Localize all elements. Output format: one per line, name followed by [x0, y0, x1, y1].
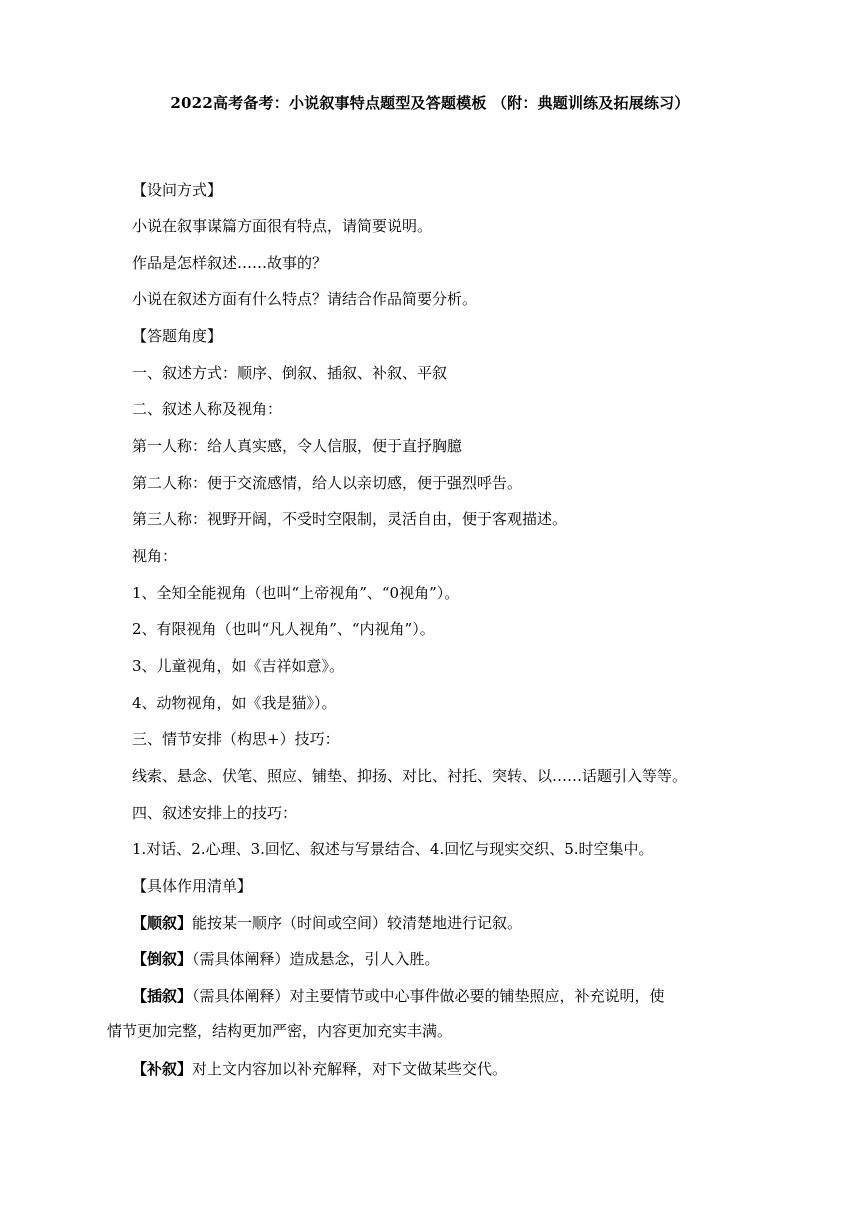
- heading-question-style: 【设问方式】: [132, 181, 223, 199]
- list-item: 2、有限视角（也叫“凡人视角”、“内视角”）。: [132, 620, 435, 638]
- effect-term: 【倒叙】: [132, 950, 193, 968]
- effect-item: [132, 986, 665, 1006]
- list-item: 3、儿童视角，如《吉祥如意》。: [132, 657, 345, 675]
- effect-item: [132, 1059, 507, 1079]
- list-item: 4、动物视角，如《我是猫》）。: [132, 694, 337, 712]
- paragraph: 线索、悬念、伏笔、照应、铺垫、抑扬、对比、衬托、突转、以……话题引入等等。: [132, 767, 688, 785]
- effect-desc: 能按某一顺序（时间或空间）较清楚地进行记叙。: [192, 914, 523, 932]
- paragraph: 第三人称：视野开阔，不受时空限制，灵活自由，便于客观描述。: [132, 510, 568, 528]
- effect-desc: 对上文内容加以补充解释，对下文做某些交代。: [192, 1060, 508, 1078]
- document-title: 2022高考备考：小说叙事特点题型及答题模板 （附：典题训练及拓展练习）: [170, 94, 690, 112]
- paragraph: 1.对话、2.心理、3.回忆、叙述与写景结合、4.回忆与现实交织、5.时空集中。: [132, 840, 654, 858]
- effect-item: [132, 913, 522, 933]
- paragraph-continuation: 情节更加完整，结构更加严密，内容更加充实丰满。: [107, 1022, 453, 1040]
- effect-term: 【补叙】: [132, 1060, 193, 1078]
- list-item: 1、全知全能视角（也叫“上帝视角”、“0视角”）。: [132, 584, 460, 602]
- paragraph: 视角：: [132, 547, 178, 565]
- paragraph: 四、叙述安排上的技巧：: [132, 804, 298, 822]
- paragraph: 第一人称：给人真实感，令人信服，便于直抒胸臆: [132, 437, 463, 455]
- paragraph: 三、情节安排（构思+）技巧：: [132, 730, 340, 748]
- paragraph: 一、叙述方式：顺序、倒叙、插叙、补叙、平叙: [132, 364, 448, 382]
- paragraph: 作品是怎样叙述……故事的？: [132, 254, 328, 272]
- paragraph: 小说在叙事谋篇方面很有特点，请简要说明。: [132, 217, 433, 235]
- paragraph: 第二人称：便于交流感情，给人以亲切感，便于强烈呼告。: [132, 474, 523, 492]
- paragraph: 二、叙述人称及视角：: [132, 400, 283, 418]
- effect-desc: （需具体阐释）造成悬念，引人入胜。: [192, 950, 440, 968]
- effect-term: 【插叙】: [132, 987, 193, 1005]
- effect-item: [132, 949, 440, 969]
- heading-answer-angle: 【答题角度】: [132, 327, 223, 345]
- heading-effect-list: 【具体作用清单】: [132, 877, 253, 895]
- effect-desc: （需具体阐释）对主要情节或中心事件做必要的铺垫照应，补充说明，使: [192, 987, 665, 1005]
- effect-term: 【顺叙】: [132, 914, 193, 932]
- paragraph: 小说在叙述方面有什么特点？请结合作品简要分析。: [132, 290, 478, 308]
